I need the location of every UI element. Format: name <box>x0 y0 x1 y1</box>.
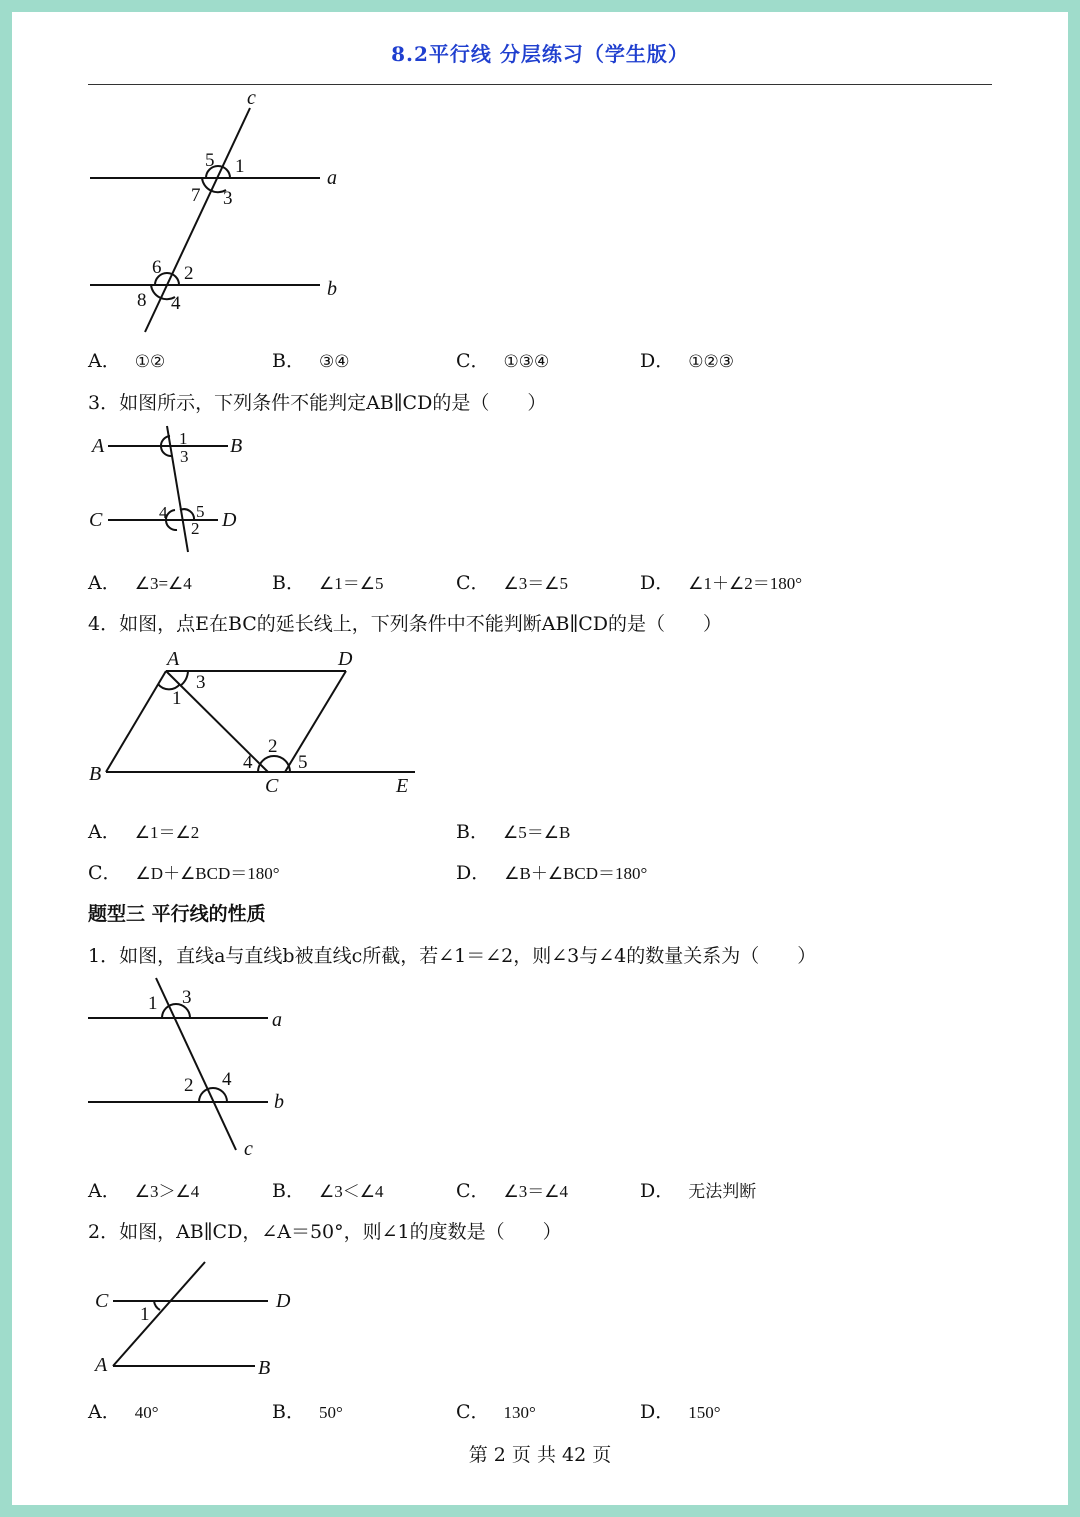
fig3-label-D: D <box>338 648 353 670</box>
fig3-label-A: A <box>167 648 180 670</box>
s2-option-a[interactable]: A． 40° <box>88 1401 159 1423</box>
fig2-label-D: D <box>222 509 237 531</box>
figure-5-parallel-ab-cd <box>113 1262 268 1366</box>
fig3-angle-2: 2 <box>268 736 278 757</box>
fig4-label-a: a <box>272 1009 282 1031</box>
fig2-angle-3: 3 <box>180 447 189 466</box>
fig5-angle-1: 1 <box>140 1304 150 1325</box>
fig3-angle-3: 3 <box>196 672 206 693</box>
fig5-label-D: D <box>276 1290 291 1312</box>
fig1-angle-6: 6 <box>152 257 162 278</box>
q4-option-c[interactable]: C． ∠D＋∠BCD＝180° <box>88 862 280 884</box>
fig2-angle-4: 4 <box>159 503 168 522</box>
question-3-stem: 3．如图所示，下列条件不能判定AB∥CD的是（ ） <box>88 392 547 414</box>
q4-option-d[interactable]: D． ∠B＋∠BCD＝180° <box>456 862 648 884</box>
page-header-title: 8.2平行线 分层练习（学生版） <box>391 42 689 66</box>
section-title: 题型三 平行线的性质 <box>88 903 266 925</box>
section-question-2-stem: 2．如图，AB∥CD，∠A＝50°，则∠1的度数是（ ） <box>88 1221 562 1243</box>
fig3-label-C: C <box>265 775 279 797</box>
section-question-1-stem: 1．如图，直线a与直线b被直线c所截，若∠1＝∠2，则∠3与∠4的数量关系为（ ） <box>88 945 817 967</box>
fig1-label-c: c <box>247 87 256 109</box>
fig5-label-C: C <box>95 1290 109 1312</box>
fig3-label-E: E <box>396 775 409 797</box>
fig4-angle-2: 2 <box>184 1075 194 1096</box>
fig4-angle-3: 3 <box>182 987 192 1008</box>
figure-2-ab-cd <box>108 426 228 552</box>
fig2-angle-5: 5 <box>196 502 205 521</box>
fig1-angle-5: 5 <box>205 150 215 171</box>
fig3-angle-5: 5 <box>298 752 308 773</box>
fig4-angle-1: 1 <box>148 993 158 1014</box>
s1-option-d[interactable]: D． 无法判断 <box>640 1180 757 1202</box>
prev-option-a[interactable]: A． ①② <box>88 350 166 372</box>
fig3-label-B: B <box>89 763 102 785</box>
q3-option-d[interactable]: D． ∠1＋∠2＝180° <box>640 572 803 594</box>
fig1-angle-2: 2 <box>184 263 194 284</box>
q4-option-b[interactable]: B． ∠5＝∠B <box>456 821 571 843</box>
fig5-label-B: B <box>258 1357 271 1379</box>
fig1-angle-8: 8 <box>137 290 147 311</box>
fig2-angle-2: 2 <box>191 519 200 538</box>
figure-1-transversal <box>90 108 320 332</box>
prev-option-d[interactable]: D． ①②③ <box>640 350 734 372</box>
q3-option-b[interactable]: B． ∠1＝∠5 <box>272 572 384 594</box>
fig1-angle-1: 1 <box>235 156 245 177</box>
fig3-angle-1: 1 <box>172 688 182 709</box>
prev-option-b[interactable]: B． ③④ <box>272 350 350 372</box>
prev-option-c[interactable]: C． ①③④ <box>456 350 550 372</box>
fig2-angle-1: 1 <box>179 429 188 448</box>
page-number-footer: 第 2 页 共 42 页 <box>468 1444 612 1466</box>
s1-option-a[interactable]: A． ∠3＞∠4 <box>88 1180 200 1202</box>
fig2-label-C: C <box>89 509 103 531</box>
fig1-angle-7: 7 <box>191 185 201 206</box>
fig1-label-b: b <box>327 278 337 300</box>
figure-4-lines-abc <box>88 978 268 1150</box>
q4-option-a[interactable]: A． ∠1＝∠2 <box>88 821 200 843</box>
fig4-label-b: b <box>274 1091 284 1113</box>
s1-option-c[interactable]: C． ∠3＝∠4 <box>456 1180 569 1202</box>
s2-option-b[interactable]: B． 50° <box>272 1401 343 1423</box>
fig3-angle-4: 4 <box>243 752 253 773</box>
s2-option-d[interactable]: D． 150° <box>640 1401 721 1423</box>
figure-3-trapezoid <box>106 671 415 772</box>
s2-option-c[interactable]: C． 130° <box>456 1401 536 1423</box>
q3-option-c[interactable]: C． ∠3＝∠5 <box>456 572 569 594</box>
fig5-label-A: A <box>95 1354 108 1376</box>
fig2-label-B: B <box>230 435 243 457</box>
fig1-label-a: a <box>327 167 337 189</box>
fig4-angle-4: 4 <box>222 1069 232 1090</box>
fig4-label-c: c <box>244 1138 253 1160</box>
question-4-stem: 4．如图，点E在BC的延长线上，下列条件中不能判断AB∥CD的是（ ） <box>88 613 723 635</box>
s1-option-b[interactable]: B． ∠3＜∠4 <box>272 1180 384 1202</box>
fig1-angle-3: 3 <box>223 188 233 209</box>
fig2-label-A: A <box>92 435 105 457</box>
q3-option-a[interactable]: A． ∠3=∠4 <box>88 572 192 594</box>
fig1-angle-4: 4 <box>171 293 181 314</box>
